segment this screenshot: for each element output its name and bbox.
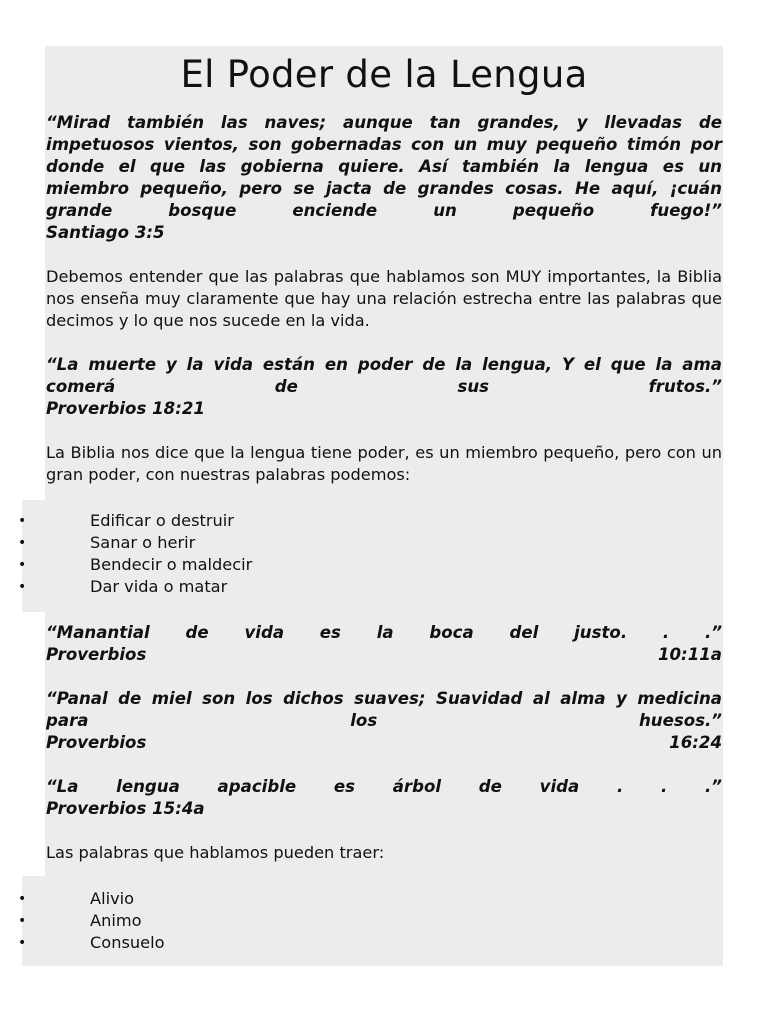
- list-item: • Alivio: [18, 889, 135, 908]
- verse-line: donde el que las gobierna quiere. Así también la lengua es un: [46, 157, 722, 176]
- list-item: • Sanar o herir: [18, 533, 196, 552]
- paragraph: Las palabras que hablamos pueden traer:: [46, 843, 385, 862]
- verse-line: miembro pequeño, pero se jacta de grandes cosas. He aquí, ¡cuán: [46, 179, 722, 198]
- bullet-icon: •: [18, 535, 27, 551]
- document-body: [18, 46, 722, 954]
- verse-proverbios-18: [46, 354, 722, 420]
- verse-reference: Proverbios 15:4a: [46, 799, 205, 818]
- bullet-icon: •: [18, 513, 27, 529]
- bullet-list: [0, 888, 676, 954]
- list-item: • Edificar o destruir: [18, 511, 234, 530]
- verse-santiago: [46, 112, 722, 244]
- verse-line: grande bosque enciende un pequeño fuego!”: [46, 201, 722, 220]
- verse-line: para los huesos.”: [46, 711, 722, 730]
- verse-line: “Mirad también las naves; aunque tan grandes, y llevadas de: [46, 113, 722, 132]
- verse-proverbios-16: [46, 688, 722, 754]
- verse-line: “Panal de miel son los dichos suaves; Suavidad al alma y medicina: [46, 689, 722, 708]
- bullet-list: [0, 510, 676, 598]
- list-item: • Dar vida o matar: [18, 577, 228, 596]
- verse-line: “Manantial de vida es la boca del justo. . .”: [46, 623, 722, 642]
- verse-reference: Proverbios 10:11a: [46, 645, 722, 664]
- page-title: El Poder de la Lengua: [180, 53, 588, 96]
- bullet-icon: •: [18, 935, 27, 951]
- verse-proverbios-10: [46, 622, 722, 666]
- list-item: • Animo: [18, 911, 142, 930]
- verse-line: comerá de sus frutos.”: [46, 377, 722, 396]
- bullet-icon: •: [18, 913, 27, 929]
- bullet-icon: •: [18, 557, 27, 573]
- bullet-icon: •: [18, 579, 27, 595]
- verse-line: “La lengua apacible es árbol de vida . . .”: [46, 777, 722, 796]
- paragraph: La Biblia nos dice que la lengua tiene poder, es un miembro pequeño, pero con un gran poder, con nuestras palabras podemos:: [46, 443, 722, 484]
- paragraph: Debemos entender que las palabras que hablamos son MUY importantes, la Biblia nos enseña muy claramente que hay una relación estrecha entre las palabras que decimos y lo que nos sucede en la vida.: [46, 267, 722, 330]
- verse-reference: Proverbios 16:24: [46, 733, 722, 752]
- bullet-icon: •: [18, 891, 27, 907]
- verse-proverbios-15: [46, 776, 722, 820]
- verse-line: “La muerte y la vida están en poder de la lengua, Y el que la ama: [46, 355, 722, 374]
- verse-reference: Santiago 3:5: [46, 223, 165, 242]
- verse-reference: Proverbios 18:21: [46, 399, 205, 418]
- verse-line: impetuosos vientos, son gobernadas con un muy pequeño timón por: [46, 135, 722, 154]
- list-item: • Bendecir o maldecir: [18, 555, 253, 574]
- list-item: • Consuelo: [18, 933, 165, 952]
